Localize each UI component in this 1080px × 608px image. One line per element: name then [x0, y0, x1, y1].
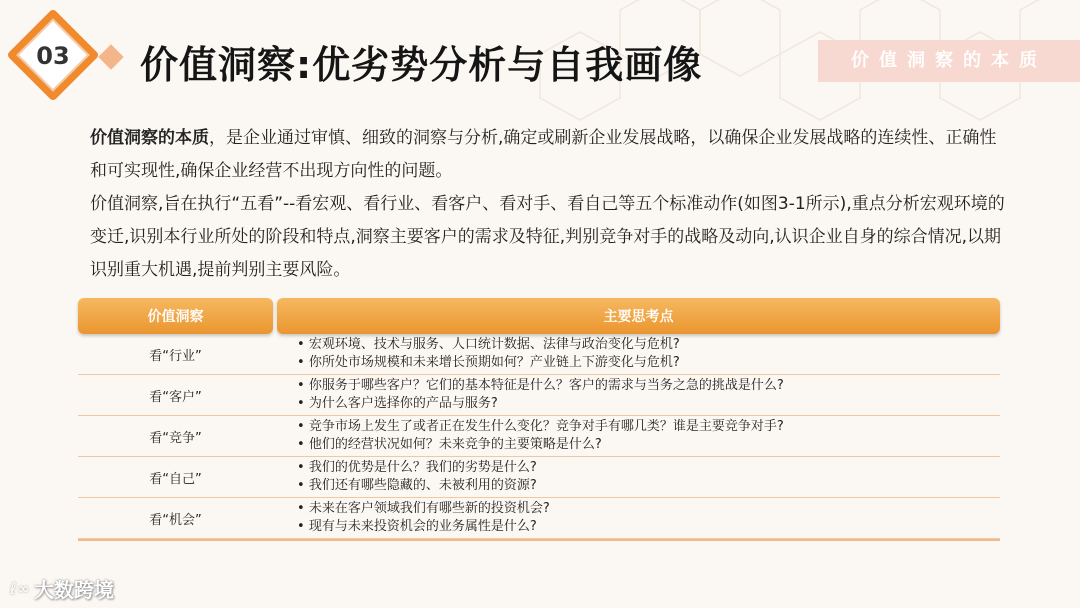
watermark-logo [10, 574, 114, 603]
point-item: • 宏观环境、技术与服务、人口统计数据、法律与政治变化与危机? [297, 336, 1000, 354]
logo-text: 大数跨境 [33, 578, 114, 602]
row-label: 看“竞争” [78, 416, 273, 457]
section-badge [10, 14, 106, 104]
table-header-cell: 价值洞察 [78, 298, 273, 334]
table-row [78, 334, 1000, 375]
intro-bold-term: 价值洞察的本质 [90, 128, 209, 148]
logo-icon: ℓ∞ [10, 579, 30, 598]
intro-paragraph-1 [90, 122, 1010, 188]
page-title: 价值洞察:优劣势分析与自我画像 [140, 43, 703, 87]
section-number: 03 [36, 42, 70, 70]
row-label: 看“机会” [78, 498, 273, 539]
table-row [78, 457, 1000, 498]
point-item: • 我们还有哪些隐藏的、未被利用的资源? [297, 477, 1000, 495]
table-row [78, 416, 1000, 457]
row-points [277, 498, 1000, 538]
table-row [78, 375, 1000, 416]
table-row [78, 498, 1000, 539]
row-label: 看“行业” [78, 334, 273, 375]
row-label: 看“客户” [78, 375, 273, 416]
point-item: • 你所处市场规模和未来增长预期如何？产业链上下游变化与危机? [297, 354, 1000, 372]
point-item: • 现有与未来投资机会的业务属性是什么? [297, 518, 1000, 536]
intro-paragraph-2: 价值洞察,旨在执行“五看”--看宏观、看行业、看客户、看对手、看自己等五个标准动作(如图3-1所示),重点分析宏观环境的变迁,识别本行业所处的阶段和特点,洞察主要客户的需求及特征,判别竞争对手的战略及动向,认识企业自身的综合情况,以期识别重大机遇,提前判别主要风险。 [90, 194, 1005, 280]
section-tag: 价值洞察的本质 [818, 40, 1080, 82]
row-points [277, 416, 1000, 456]
point-item: • 为什么客户选择你的产品与服务? [297, 395, 1000, 413]
point-item: • 我们的优势是什么？我们的劣势是什么? [297, 459, 1000, 477]
point-item: • 竞争市场上发生了或者正在发生什么变化？竞争对手有哪几类？谁是主要竞争对手? [297, 418, 1000, 436]
point-item: • 他们的经营状况如何？未来竞争的主要策略是什么? [297, 436, 1000, 454]
intro-p1-text: ，是企业通过审慎、细致的洞察与分析,确定或刷新企业发展战略，以确保企业发展战略的连续性、正确性和可实现性,确保企业经营不出现方向性的问题。 [90, 128, 997, 181]
table-header [78, 298, 1000, 334]
point-item: • 未来在客户领域我们有哪些新的投资机会? [297, 500, 1000, 518]
row-points [277, 334, 1000, 374]
row-label: 看“自己” [78, 457, 273, 498]
insight-table [78, 298, 1000, 541]
row-points [277, 375, 1000, 415]
row-points [277, 457, 1000, 497]
table-bottom-rule [78, 539, 1000, 541]
table-header-cell: 主要思考点 [277, 298, 1000, 334]
point-item: • 你服务于哪些客户？它们的基本特征是什么？客户的需求与当务之急的挑战是什么? [297, 377, 1000, 395]
